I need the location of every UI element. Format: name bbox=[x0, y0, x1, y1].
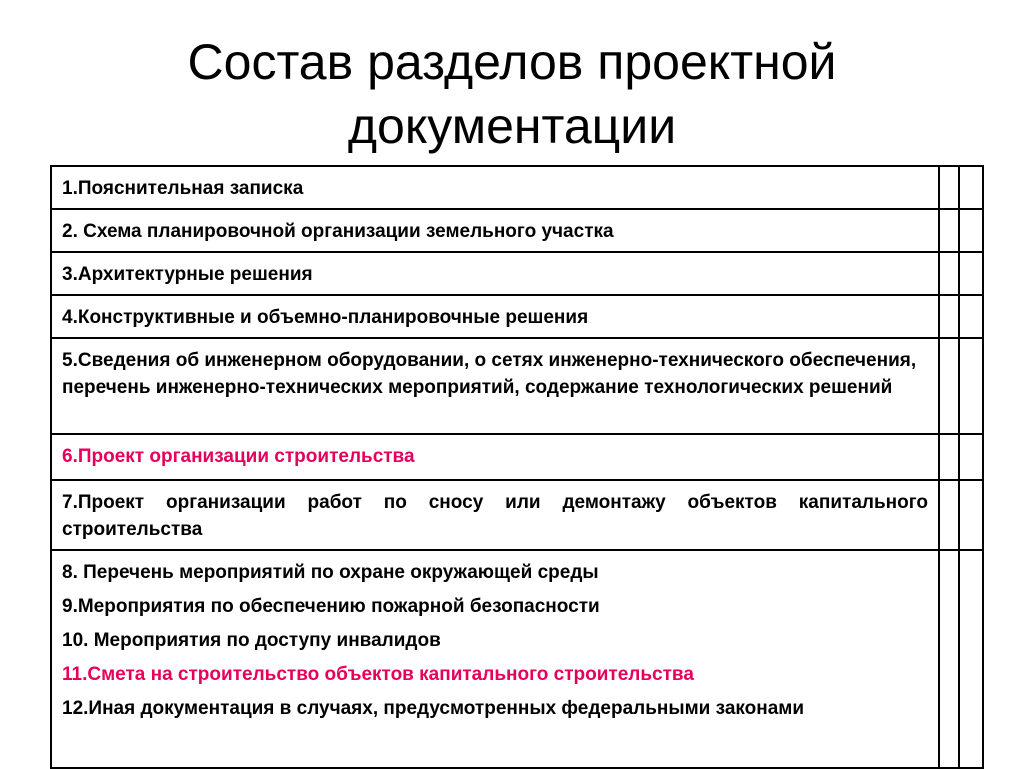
section-1-text: 1.Пояснительная записка bbox=[51, 166, 939, 209]
check-cell bbox=[959, 166, 983, 209]
check-cell bbox=[959, 252, 983, 295]
table-row bbox=[51, 338, 983, 434]
section-2-text: 2. Схема планировочной организации земельного участка bbox=[51, 209, 939, 252]
check-cell bbox=[959, 480, 983, 550]
table-row bbox=[51, 209, 983, 252]
check-cell bbox=[939, 252, 959, 295]
check-cell bbox=[959, 434, 983, 480]
slide-title-line-1: Состав разделов проектной bbox=[187, 34, 837, 90]
table-row bbox=[51, 480, 983, 550]
table-row bbox=[51, 434, 983, 480]
section-3-text: 3.Архитектурные решения bbox=[51, 252, 939, 295]
slide-title bbox=[0, 30, 1024, 158]
check-cell bbox=[939, 295, 959, 338]
sections-table bbox=[50, 165, 984, 769]
check-cell bbox=[939, 338, 959, 434]
section-8-text: 8. Перечень мероприятий по охране окружающей среды bbox=[62, 562, 599, 583]
table-row bbox=[51, 295, 983, 338]
check-cell bbox=[959, 209, 983, 252]
table-row bbox=[51, 252, 983, 295]
section-6-text: 6.Проект организации строительства bbox=[51, 434, 939, 480]
section-11-text: 11.Смета на строительство объектов капитального строительства bbox=[62, 664, 694, 685]
check-cell bbox=[939, 480, 959, 550]
check-cell bbox=[959, 295, 983, 338]
section-4-text: 4.Конструктивные и объемно-планировочные решения bbox=[51, 295, 939, 338]
check-cell bbox=[939, 434, 959, 480]
section-7-text: 7.Проект организации работ по сносу или демонтажу объектов капитального строительства bbox=[51, 480, 939, 550]
sections-8-12-cell bbox=[51, 550, 939, 768]
slide-title-line-2: документации bbox=[347, 98, 677, 154]
check-cell bbox=[959, 338, 983, 434]
section-12-text: 12.Иная документация в случаях, предусмотренных федеральными законами bbox=[62, 698, 805, 719]
check-cell bbox=[959, 550, 983, 768]
section-5-text: 5.Сведения об инженерном оборудовании, о сетях инженерно-технического обеспечения, перечень инженерно-технических мероприятий, содержание технологических решений bbox=[51, 338, 939, 434]
table-row bbox=[51, 550, 983, 768]
section-10-text: 10. Мероприятия по доступу инвалидов bbox=[62, 630, 441, 651]
check-cell bbox=[939, 550, 959, 768]
section-9-text: 9.Мероприятия по обеспечению пожарной безопасности bbox=[62, 596, 600, 617]
table-row bbox=[51, 166, 983, 209]
check-cell bbox=[939, 166, 959, 209]
check-cell bbox=[939, 209, 959, 252]
